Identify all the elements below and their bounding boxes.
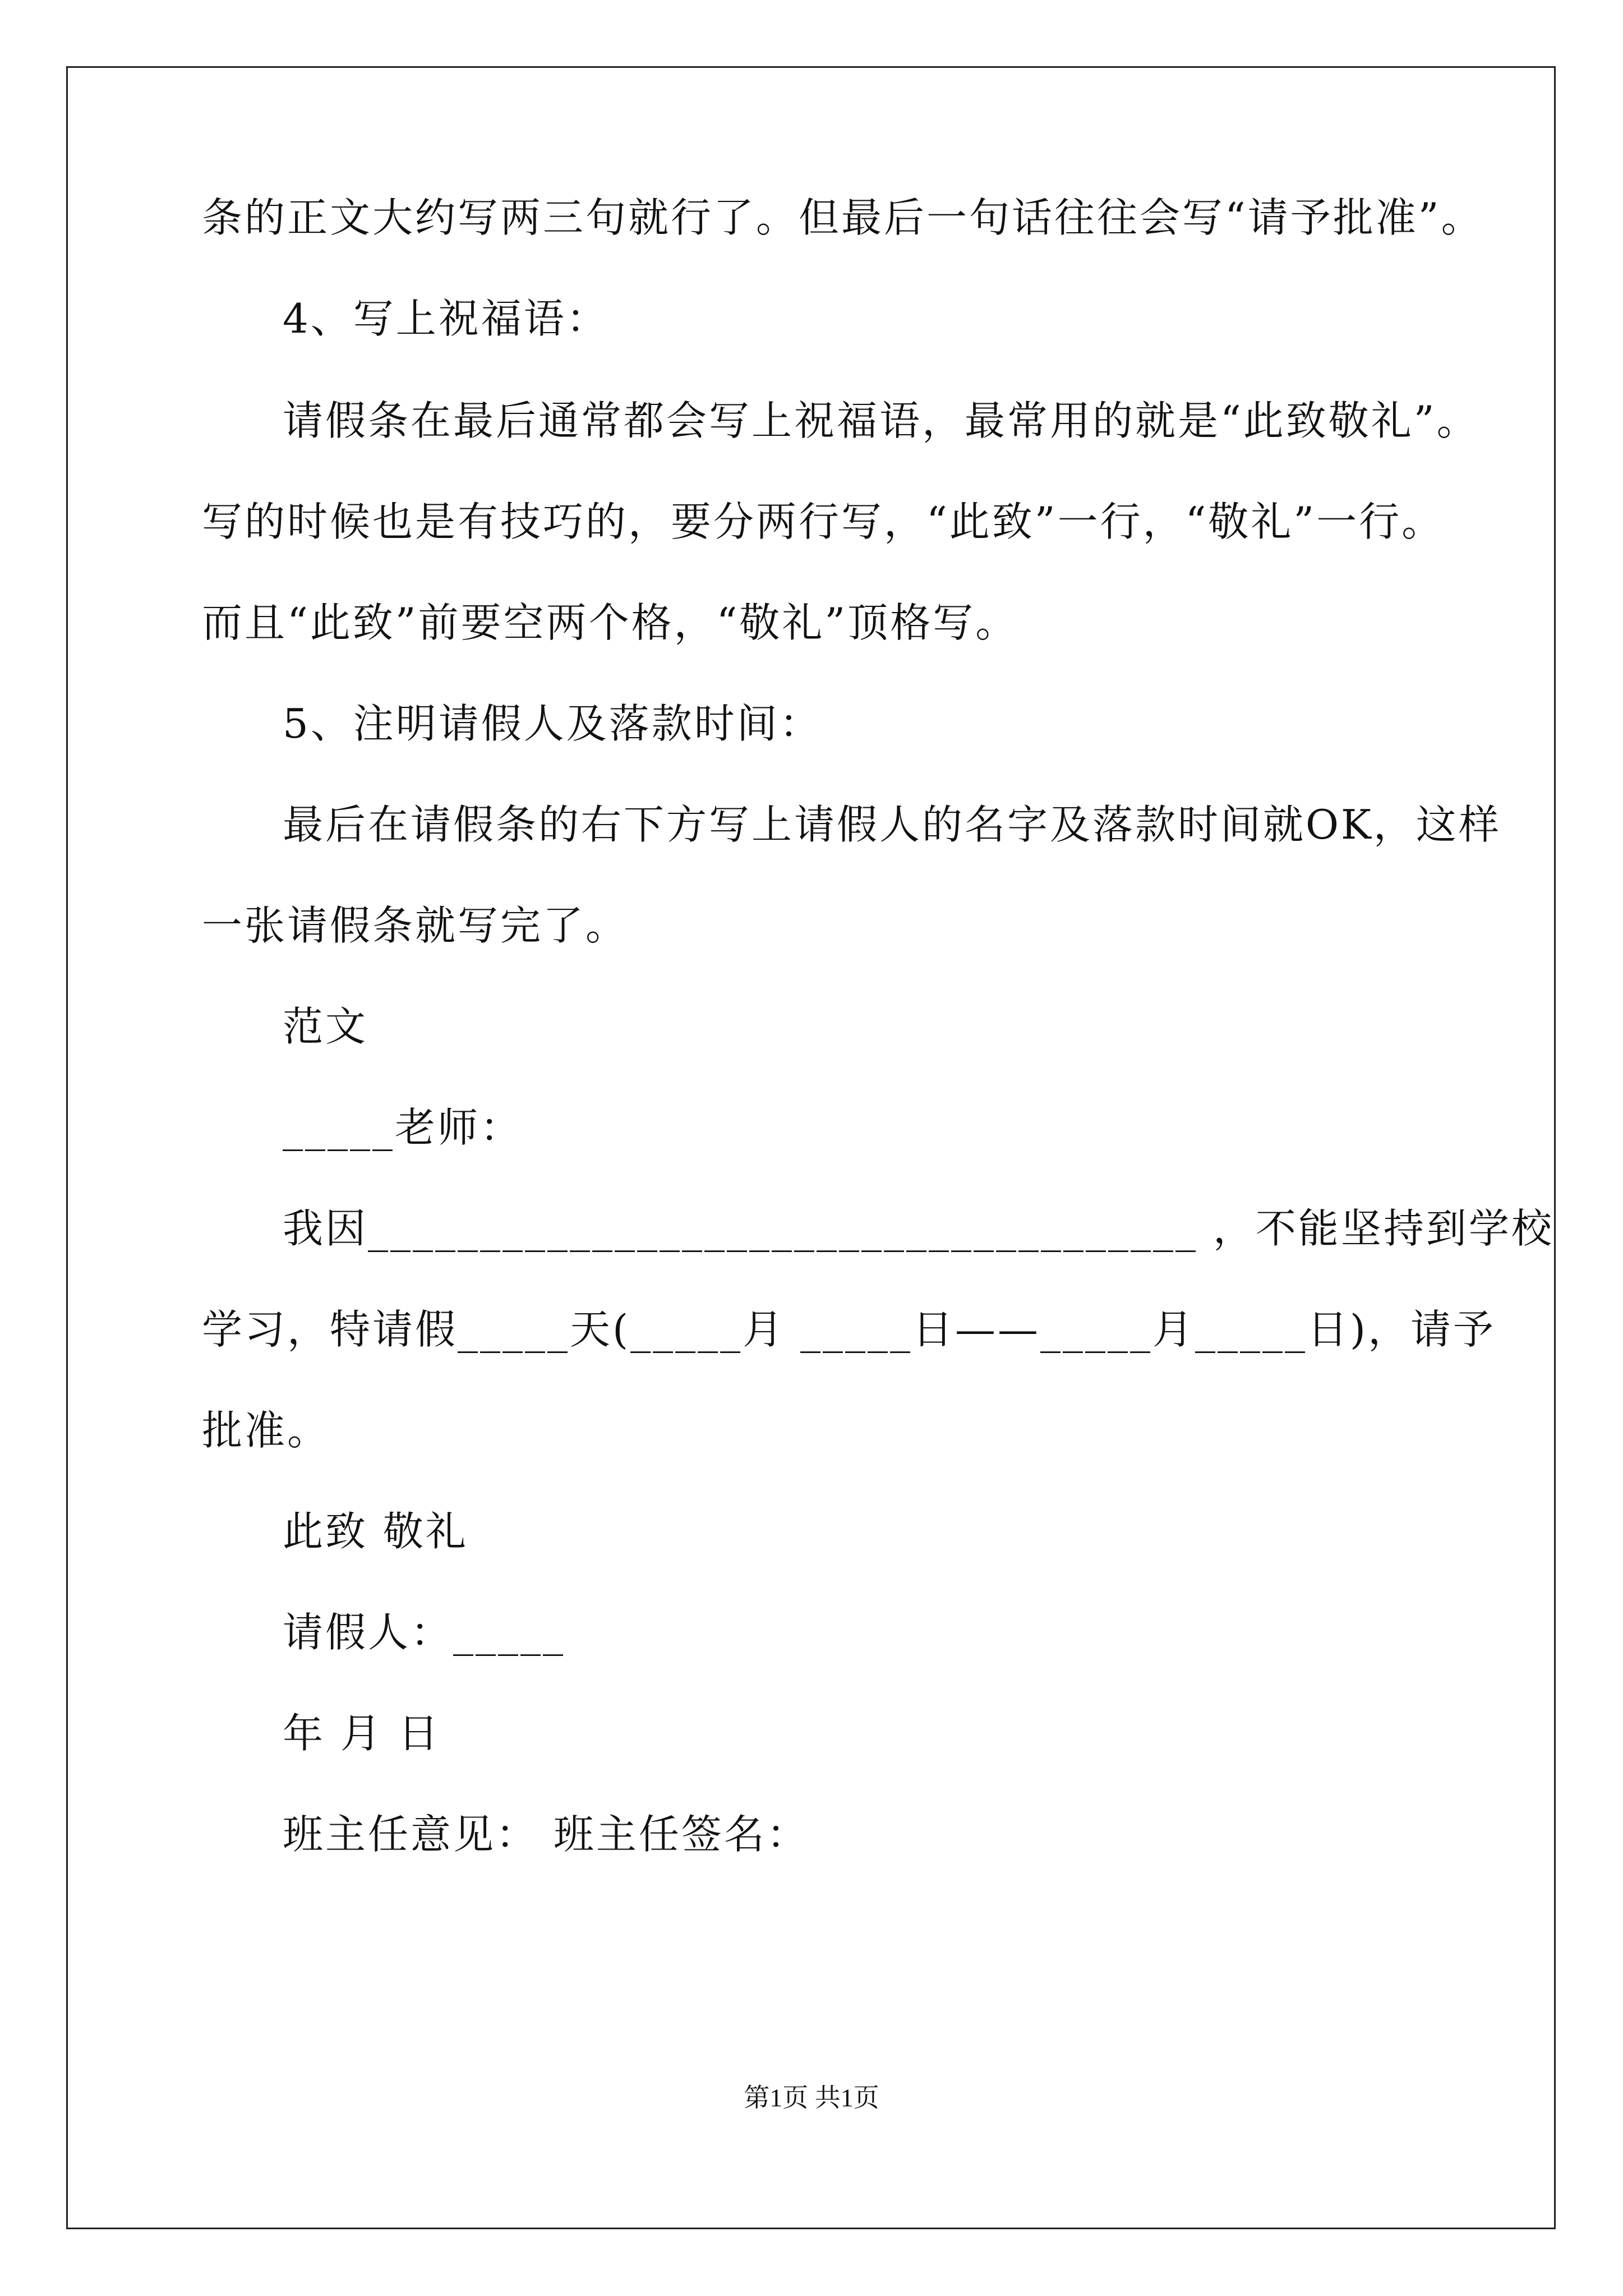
date-line: 年 月 日 — [283, 1710, 441, 1757]
paragraph-line: 最后在请假条的右下方写上请假人的名字及落款时间就OK，这样 — [283, 801, 1501, 848]
sample-heading: 范文 — [283, 1003, 368, 1050]
salutation-line: _____老师： — [283, 1104, 523, 1151]
page-footer: 第1页 共1页 — [744, 2083, 879, 2112]
closing-line: 此致 敬礼 — [283, 1508, 468, 1555]
paragraph-line: 请假条在最后通常都会写上祝福语，最常用的就是“此致敬礼”。 — [283, 397, 1479, 444]
body-line: 学习，特请假_____天(_____月 _____日——_____月_____日)，请予 — [202, 1306, 1496, 1353]
body-line: 批准。 — [202, 1407, 330, 1454]
paragraph-line: 一张请假条就写完了。 — [202, 902, 629, 949]
paragraph-line: 而且“此致”前要空两个格，“敬礼”顶格写。 — [202, 599, 1018, 646]
paragraph-line: 写的时候也是有技巧的，要分两行写，“此致”一行，“敬礼”一行。 — [202, 498, 1445, 545]
teacher-opinion-line: 班主任意见： 班主任签名： — [283, 1811, 809, 1858]
section-heading-blessing: 4、写上祝福语： — [283, 295, 609, 342]
body-line: 我因_____________________________________ ，不能坚持到学校 — [283, 1205, 1554, 1252]
paragraph-line: 条的正文大约写两三句就行了。但最后一句话往往会写“请予批准”。 — [202, 194, 1484, 241]
requester-line: 请假人：_____ — [283, 1609, 566, 1656]
section-heading-signature: 5、注明请假人及落款时间： — [283, 700, 822, 747]
